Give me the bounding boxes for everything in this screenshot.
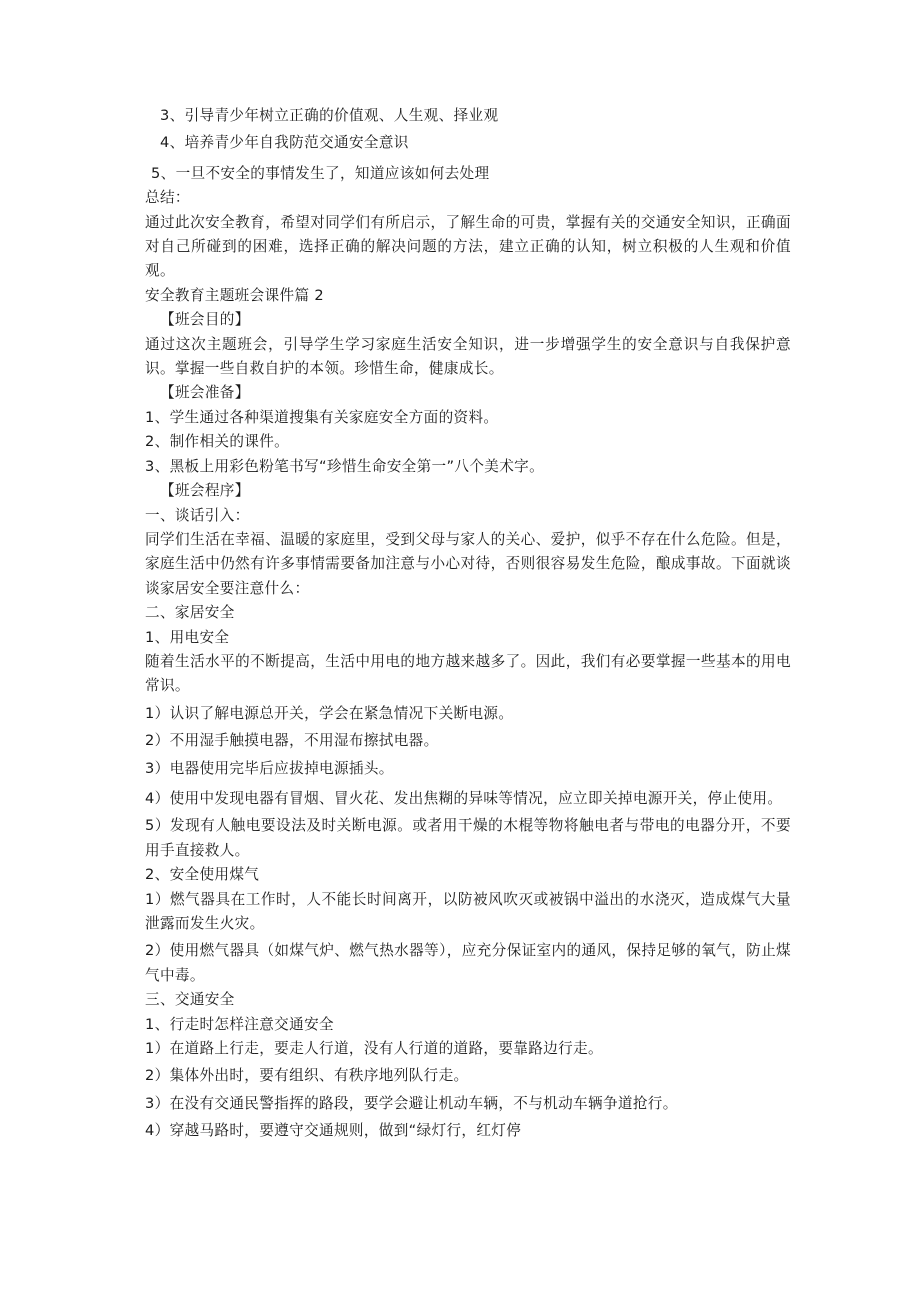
goal-item-3: 3、引导青少年树立正确的价值观、人生观、择业观 <box>160 107 499 124</box>
electric-item-3: 3）电器使用完毕后应拔掉电源插头。 <box>145 759 394 777</box>
electric-item-5: 5）发现有人触电要设法及时关断电源。或者用干燥的木棍等物将触电者与带电的电器分开，不要用手直接救人。 <box>145 817 791 859</box>
meeting-procedure-heading: 【班会程序】 <box>160 482 250 500</box>
preparation-item-2: 2、制作相关的课件。 <box>145 433 290 451</box>
summary-paragraph: 通过此次安全教育，希望对同学们有所启示，了解生命的可贵，掌握有关的交通安全知识，正确面对自己所碰到的困难，选择正确的解决问题的方法，建立正确的认知，树立积极的人生观和价值观。 <box>145 213 791 280</box>
summary-heading: 总结： <box>145 189 190 207</box>
goal-item-4: 4、培养青少年自我防范交通安全意识 <box>160 134 409 152</box>
goal-item-5: 5、一旦不安全的事情发生了，知道应该如何去处理 <box>151 164 490 182</box>
document-page <box>145 104 791 1144</box>
meeting-purpose-paragraph: 通过这次主题班会，引导学生学习家庭生活安全知识，进一步增强学生的安全意识与自我保护意识。掌握一些自救自护的本领。珍惜生命，健康成长。 <box>145 335 791 378</box>
walking-item-4: 4）穿越马路时，要遵守交通规则，做到“绿灯行，红灯停 <box>145 1122 522 1140</box>
meeting-preparation-heading: 【班会准备】 <box>160 384 250 402</box>
section-title: 安全教育主题班会课件篇 2 <box>145 286 325 304</box>
meeting-purpose-heading: 【班会目的】 <box>160 311 250 329</box>
electric-item-2: 2）不用湿手触摸电器，不用湿布擦拭电器。 <box>145 732 439 750</box>
walking-item-1: 1）在道路上行走，要走人行道，没有人行道的道路，要靠路边行走。 <box>145 1040 603 1058</box>
walking-safety-heading: 1、行走时怎样注意交通安全 <box>145 1015 334 1033</box>
intro-paragraph: 同学们生活在幸福、温暖的家庭里，受到父母与家人的关心、爱护，似乎不存在什么危险。但是，家庭生活中仍然有许多事情需要备加注意与小心对待，否则很容易发生危险，酿成事故。下面就谈谈家居安全要注意什么： <box>145 530 791 597</box>
intro-heading: 一、谈话引入： <box>145 506 250 524</box>
electric-safety-paragraph: 随着生活水平的不断提高，生活中用电的地方越来越多了。因此，我们有必要掌握一些基本的用电常识。 <box>145 652 791 695</box>
gas-safety-heading: 2、安全使用煤气 <box>145 866 260 884</box>
preparation-item-1: 1、学生通过各种渠道搜集有关家庭安全方面的资料。 <box>145 408 499 426</box>
walking-item-3: 3）在没有交通民警指挥的路段，要学会避让机动车辆，不与机动车辆争道抢行。 <box>145 1094 678 1112</box>
home-safety-heading: 二、家居安全 <box>145 604 235 622</box>
preparation-item-3: 3、黑板上用彩色粉笔书写“珍惜生命安全第一”八个美术字。 <box>145 457 545 475</box>
gas-item-2: 2）使用燃气器具（如煤气炉、燃气热水器等），应充分保证室内的通风，保持足够的氧气，防止煤气中毒。 <box>145 942 791 984</box>
traffic-safety-heading: 三、交通安全 <box>145 991 235 1009</box>
electric-item-4: 4）使用中发现电器有冒烟、冒火花、发出焦糊的异味等情况，应立即关掉电源开关，停止使用。 <box>145 789 783 807</box>
walking-item-2: 2）集体外出时，要有组织、有秩序地列队行走。 <box>145 1067 469 1085</box>
electric-item-1: 1）认识了解电源总开关，学会在紧急情况下关断电源。 <box>145 704 514 722</box>
electric-safety-heading: 1、用电安全 <box>145 628 230 646</box>
gas-item-1: 1）燃气器具在工作时，人不能长时间离开，以防被风吹灭或被锅中溢出的水浇灭，造成煤气大量泄露而发生火灾。 <box>145 890 791 932</box>
